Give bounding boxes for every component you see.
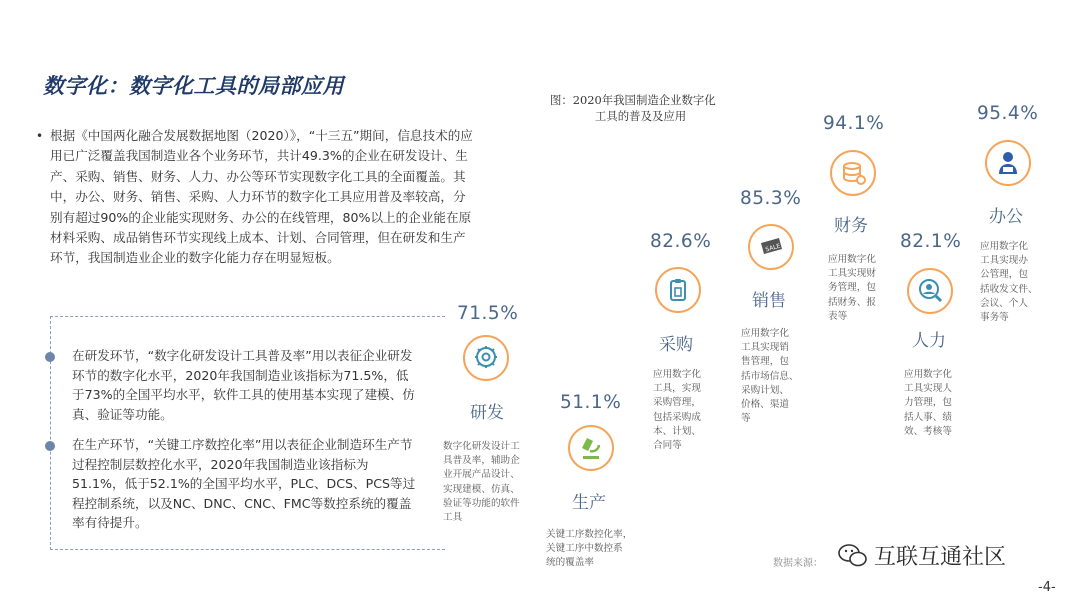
rd-percent: 71.5% (457, 303, 519, 324)
rd-label: 研发 (470, 403, 504, 423)
intro-text: 根据《中国两化融合发展数据地图（2020）》，“十三五”期间，信息技术的应用已广泛覆盖我国制造业各个业务环节，共计49.3%的企业在研发设计、生产、采购、销售、财务、人力、办公等环节实现数字化工具的全面覆盖。其中，办公、财务、销售、采购、人力环节的数字化工具应用普及率较高，分别有超过90%的企业能实现财务、办公的在线管理，80%以上的企业能在原材料采购、成品销售环节实现线上成本、计划、合同管理，但在研发和生产环节，我国制造业企业的数字化能力存在明显短板。 (50, 128, 473, 266)
svg-text:SALE: SALE (764, 242, 782, 254)
desc-line: 括人事、绩 (904, 411, 952, 423)
desc-line: 公管理，包 (980, 269, 1028, 281)
desc-line: 本、计划、 (653, 425, 701, 437)
intro-bullet: • (36, 129, 44, 143)
figure-caption (550, 92, 770, 124)
desc-line: 事务等 (980, 312, 1009, 324)
desc-line: 统的覆盖率 (546, 557, 594, 569)
sale-tag-icon (748, 224, 794, 270)
desc-line: 等 (741, 413, 751, 425)
hr-label: 人力 (912, 331, 946, 351)
desc-line: 合同等 (653, 440, 682, 452)
desc-line: 工具，实现 (653, 383, 701, 395)
desc-line: 工具实现财 (828, 268, 876, 280)
paragraph-rd: 在研发环节，“数字化研发设计工具普及率”用以表征企业研发环节的数字化水平，2020年我国制造业该指标为71.5%，低于73%的全国平均水平，软件工具的使用基本实现了建模、仿真、验证等功能。 (72, 348, 415, 422)
office-label: 办公 (989, 207, 1023, 227)
desc-line: 工具实现人 (904, 383, 952, 395)
watermark (838, 540, 1006, 571)
desc-line: 采购管理， (653, 397, 701, 409)
desc-line: 应用数字化 (741, 328, 789, 339)
desc-line: 力管理，包 (904, 397, 952, 409)
purchase-description (653, 368, 701, 453)
desc-line: 包括采购成 (653, 411, 701, 423)
coins-icon (830, 150, 876, 196)
desc-line: 应用数字化 (653, 369, 701, 380)
prod-percent: 51.1% (560, 392, 622, 413)
rd-description (443, 440, 520, 525)
microscope-icon (568, 425, 614, 471)
desc-line: 应用数字化 (904, 369, 952, 380)
hr-percent: 82.1% (900, 231, 962, 252)
desc-line: 务管理，包 (828, 282, 876, 294)
hr-description (904, 368, 952, 439)
page-number: -4- (1038, 580, 1056, 595)
figure-caption-line1: 图：2020年我国制造企业数字化 (550, 93, 716, 107)
desc-line: 工具实现办 (980, 255, 1028, 267)
people-search-icon (907, 268, 953, 314)
sales-description (741, 327, 799, 426)
clipboard-icon (655, 267, 701, 313)
page-title: 数字化：数字化工具的局部应用 (43, 74, 344, 98)
purchase-label: 采购 (659, 335, 693, 355)
prod-description (546, 528, 632, 571)
desc-line: 价格、渠道 (741, 399, 789, 411)
desc-line: 售管理，包 (741, 356, 789, 368)
highlight-box-top (50, 316, 445, 317)
desc-line: 表等 (828, 310, 848, 322)
bullet-dot-rd (45, 352, 55, 362)
desc-line: 实现建模、仿真、 (443, 483, 520, 495)
purchase-percent: 82.6% (650, 231, 712, 252)
sales-percent: 85.3% (740, 188, 802, 209)
brain-gear-icon (463, 335, 509, 381)
watermark-text: 互联互通社区 (874, 545, 1007, 570)
desc-line: 效、考核等 (904, 425, 952, 437)
prod-label: 生产 (572, 493, 606, 513)
office-percent: 95.4% (977, 103, 1039, 124)
data-source-label: 数据来源： (773, 558, 823, 569)
finance-label: 财务 (834, 216, 868, 236)
figure-caption-line2: 工具的普及及应用 (595, 109, 687, 123)
desc-line: 应用数字化 (828, 254, 876, 265)
intro-block (36, 126, 476, 269)
desc-line: 括财务、报 (828, 296, 876, 308)
desc-line: 采购计划、 (741, 384, 789, 396)
highlight-box-bottom (50, 549, 445, 550)
paragraph-prod: 在生产环节，“关键工序数控化率”用以表征企业制造环生产节过程控制层数控化水平，2020年我国制造业该指标为51.1%，低于52.1%的全国平均水平，PLC、DCS、PCS等过程控制系统，以及NC、DNC、CNC、FMC等数控系统的覆盖率有待提升。 (72, 437, 416, 530)
desc-line: 数字化研发设计工 (443, 441, 520, 452)
desc-line: 业开展产品设计、 (443, 469, 520, 481)
desc-line: 关键工序中数控系 (546, 543, 623, 555)
desc-line: 会议、个人 (980, 297, 1028, 309)
finance-description (828, 253, 876, 324)
desc-line: 验证等功能的软件 (443, 497, 520, 509)
office-description (980, 240, 1038, 325)
desc-line: 工具 (443, 512, 463, 524)
desc-line: 应用数字化 (980, 241, 1028, 252)
desc-line: 关键工序数控化率， (546, 529, 633, 540)
bullet-dot-prod (45, 441, 55, 451)
sales-label: 销售 (752, 291, 786, 311)
office-worker-icon (985, 140, 1031, 186)
desc-line: 具普及率，辅助企 (443, 455, 520, 467)
finance-percent: 94.1% (823, 113, 885, 134)
wechat-logo-icon (838, 543, 868, 569)
desc-line: 工具实现销 (741, 342, 789, 354)
desc-line: 括收发文件、 (980, 283, 1038, 295)
desc-line: 括市场信息、 (741, 370, 799, 382)
